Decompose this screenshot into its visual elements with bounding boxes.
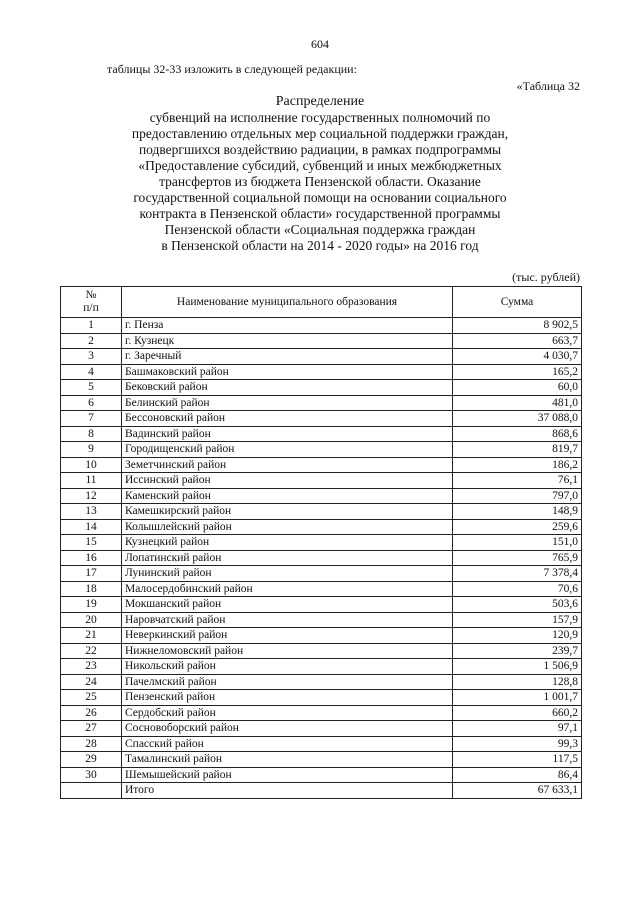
row-sum: 4 030,7 xyxy=(453,349,582,365)
row-number: 24 xyxy=(61,674,122,690)
subvention-table xyxy=(60,286,582,799)
row-name: г. Кузнецк xyxy=(122,333,453,349)
row-number: 30 xyxy=(61,767,122,783)
row-name: Никольский район xyxy=(122,659,453,675)
row-sum: 117,5 xyxy=(453,752,582,768)
row-number: 19 xyxy=(61,597,122,613)
title-line: контракта в Пензенской области» государственной программы xyxy=(139,206,501,221)
row-sum: 186,2 xyxy=(453,457,582,473)
row-number: 12 xyxy=(61,488,122,504)
row-number: 28 xyxy=(61,736,122,752)
row-sum: 157,9 xyxy=(453,612,582,628)
table-row xyxy=(61,659,582,675)
title-line: «Предоставление субсидий, субвенций и иных межбюджетных xyxy=(138,158,502,173)
table-row xyxy=(61,333,582,349)
row-number: 4 xyxy=(61,364,122,380)
row-sum: 8 902,5 xyxy=(453,318,582,334)
row-name: Пензенский район xyxy=(122,690,453,706)
row-sum: 660,2 xyxy=(453,705,582,721)
row-sum: 239,7 xyxy=(453,643,582,659)
title-line: трансфертов из бюджета Пензенской области. Оказание xyxy=(159,174,481,189)
table-row xyxy=(61,643,582,659)
table-header-row xyxy=(61,287,582,318)
row-name: Каменский район xyxy=(122,488,453,504)
row-sum: 1 506,9 xyxy=(453,659,582,675)
row-name: Лунинский район xyxy=(122,566,453,582)
row-name: Пачелмский район xyxy=(122,674,453,690)
table-row xyxy=(61,442,582,458)
table-row xyxy=(61,736,582,752)
row-sum: 503,6 xyxy=(453,597,582,613)
table-row xyxy=(61,550,582,566)
table-row xyxy=(61,612,582,628)
row-sum: 86,4 xyxy=(453,767,582,783)
row-number: 21 xyxy=(61,628,122,644)
table-row xyxy=(61,349,582,365)
title-heading: Распределение xyxy=(275,94,365,109)
row-sum: 76,1 xyxy=(453,473,582,489)
intro-text: таблицы 32-33 изложить в следующей редакции: xyxy=(107,62,357,76)
units-label: (тыс. рублей) xyxy=(512,270,580,284)
header-sum: Сумма xyxy=(453,287,582,318)
row-number: 18 xyxy=(61,581,122,597)
table-row xyxy=(61,690,582,706)
row-name: Сердобский район xyxy=(122,705,453,721)
row-number: 16 xyxy=(61,550,122,566)
title-line: подвергшихся воздействию радиации, в рамках подпрограммы xyxy=(138,142,502,157)
row-name: Бековский район xyxy=(122,380,453,396)
table-row xyxy=(61,767,582,783)
row-number: 20 xyxy=(61,612,122,628)
row-name: Иссинский район xyxy=(122,473,453,489)
row-name: Наровчатский район xyxy=(122,612,453,628)
row-name: Земетчинский район xyxy=(122,457,453,473)
row-name: Тамалинский район xyxy=(122,752,453,768)
row-sum: 165,2 xyxy=(453,364,582,380)
row-number: 14 xyxy=(61,519,122,535)
row-name: Кузнецкий район xyxy=(122,535,453,551)
title-line: предоставлению отдельных мер социальной поддержки граждан, xyxy=(131,126,509,141)
row-name: г. Заречный xyxy=(122,349,453,365)
title-line: субвенций на исполнение государственных полномочий по xyxy=(149,110,491,125)
row-number: 13 xyxy=(61,504,122,520)
table-row xyxy=(61,457,582,473)
table-row xyxy=(61,535,582,551)
row-sum: 97,1 xyxy=(453,721,582,737)
row-name: Малосердобинский район xyxy=(122,581,453,597)
table-row xyxy=(61,395,582,411)
table-row xyxy=(61,581,582,597)
row-number: 29 xyxy=(61,752,122,768)
row-number: 7 xyxy=(61,411,122,427)
title-line: Пензенской области «Социальная поддержка граждан xyxy=(164,222,476,237)
row-number: 2 xyxy=(61,333,122,349)
row-number: 26 xyxy=(61,705,122,721)
row-sum: 868,6 xyxy=(453,426,582,442)
table-row xyxy=(61,380,582,396)
row-sum: 128,8 xyxy=(453,674,582,690)
row-name: Башмаковский район xyxy=(122,364,453,380)
row-name: Шемышейский район xyxy=(122,767,453,783)
row-sum: 70,6 xyxy=(453,581,582,597)
page-number: 604 xyxy=(311,37,329,51)
row-name: Белинский район xyxy=(122,395,453,411)
row-number: 6 xyxy=(61,395,122,411)
row-name: Городищенский район xyxy=(122,442,453,458)
table-row xyxy=(61,519,582,535)
row-number: 11 xyxy=(61,473,122,489)
row-sum: 99,3 xyxy=(453,736,582,752)
header-num: № п/п xyxy=(61,287,122,318)
table-row xyxy=(61,705,582,721)
title-line: государственной социальной помощи на основании социального xyxy=(133,190,507,205)
table-row xyxy=(61,597,582,613)
row-number: 23 xyxy=(61,659,122,675)
table-row xyxy=(61,411,582,427)
document-title xyxy=(60,94,580,254)
row-number: 17 xyxy=(61,566,122,582)
row-number: 15 xyxy=(61,535,122,551)
total-row xyxy=(61,783,582,799)
row-name: Мокшанский район xyxy=(122,597,453,613)
total-label: Итого xyxy=(122,783,453,799)
row-number: 8 xyxy=(61,426,122,442)
row-sum: 259,6 xyxy=(453,519,582,535)
row-name: Лопатинский район xyxy=(122,550,453,566)
row-name: Сосновоборский район xyxy=(122,721,453,737)
row-sum: 797,0 xyxy=(453,488,582,504)
table-row xyxy=(61,566,582,582)
table-row xyxy=(61,628,582,644)
row-number: 27 xyxy=(61,721,122,737)
row-number: 25 xyxy=(61,690,122,706)
table-row xyxy=(61,426,582,442)
table-row xyxy=(61,504,582,520)
row-sum: 663,7 xyxy=(453,333,582,349)
row-name: Нижнеломовский район xyxy=(122,643,453,659)
row-name: Спасский район xyxy=(122,736,453,752)
header-name: Наименование муниципального образования xyxy=(122,287,453,318)
title-line: в Пензенской области на 2014 - 2020 годы» на 2016 год xyxy=(161,238,479,253)
row-sum: 481,0 xyxy=(453,395,582,411)
total-sum: 67 633,1 xyxy=(453,783,582,799)
table-row xyxy=(61,364,582,380)
table-label: «Таблица 32 xyxy=(516,79,580,93)
row-name: Колышлейский район xyxy=(122,519,453,535)
table-row xyxy=(61,488,582,504)
row-sum: 37 088,0 xyxy=(453,411,582,427)
row-number: 9 xyxy=(61,442,122,458)
row-sum: 765,9 xyxy=(453,550,582,566)
table-row xyxy=(61,473,582,489)
row-number: 22 xyxy=(61,643,122,659)
row-sum: 120,9 xyxy=(453,628,582,644)
row-name: Неверкинский район xyxy=(122,628,453,644)
row-sum: 7 378,4 xyxy=(453,566,582,582)
row-number: 3 xyxy=(61,349,122,365)
row-sum: 148,9 xyxy=(453,504,582,520)
table-row xyxy=(61,674,582,690)
table-row xyxy=(61,318,582,334)
row-number: 5 xyxy=(61,380,122,396)
row-name: Камешкирский район xyxy=(122,504,453,520)
row-name: Бессоновский район xyxy=(122,411,453,427)
row-name: г. Пенза xyxy=(122,318,453,334)
row-sum: 60,0 xyxy=(453,380,582,396)
row-number: 10 xyxy=(61,457,122,473)
table-row xyxy=(61,721,582,737)
row-number: 1 xyxy=(61,318,122,334)
row-sum: 819,7 xyxy=(453,442,582,458)
total-empty-cell xyxy=(61,783,122,799)
row-sum: 151,0 xyxy=(453,535,582,551)
table-row xyxy=(61,752,582,768)
row-sum: 1 001,7 xyxy=(453,690,582,706)
row-name: Вадинский район xyxy=(122,426,453,442)
